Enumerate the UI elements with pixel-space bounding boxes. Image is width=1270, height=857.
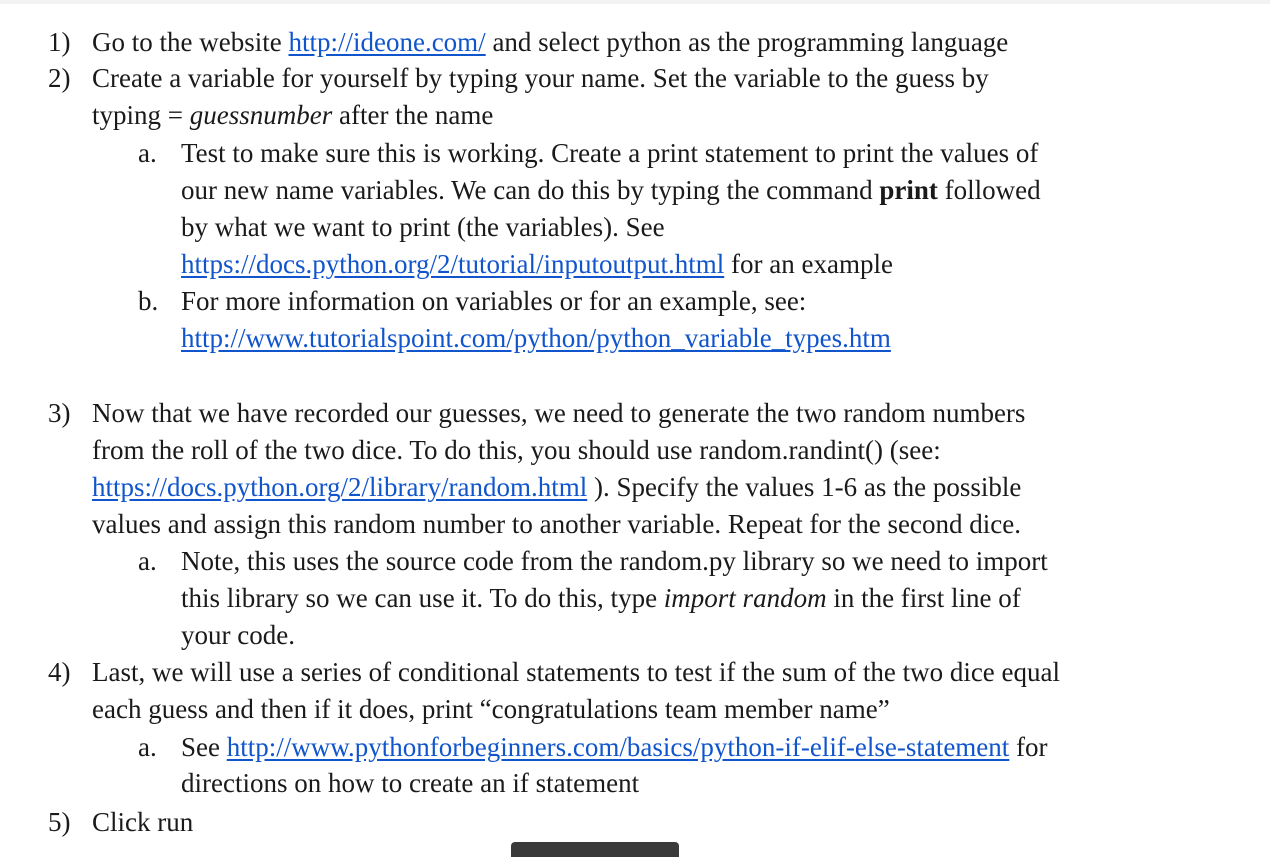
step-4-number: 4) xyxy=(48,657,71,687)
step-1-number: 1) xyxy=(48,27,71,57)
step-2a-marker: a. xyxy=(138,138,157,168)
step-4a-line-1: See http://www.pythonforbeginners.com/basics/python-if-elif-else-statement for xyxy=(181,732,1048,762)
tutorialspoint-link[interactable]: http://www.tutorialspoint.com/python/python_variable_types.htm xyxy=(181,323,891,353)
step-4a-marker: a. xyxy=(138,732,157,762)
step-2a-line-1: Test to make sure this is working. Create a print statement to print the values of xyxy=(181,138,1039,168)
ideone-link[interactable]: http://ideone.com/ xyxy=(288,27,486,57)
step-3a-line-2: this library so we can use it. To do this, type import random in the first line of xyxy=(181,583,1021,613)
step-3-line-3: https://docs.python.org/2/library/random.html ). Specify the values 1-6 as the possible xyxy=(92,472,1022,502)
step-4a-line-2: directions on how to create an if statement xyxy=(181,768,640,798)
print-keyword: print xyxy=(879,175,938,205)
guessnumber-emphasis: guessnumber xyxy=(189,100,333,130)
step-4-line-2: each guess and then if it does, print “congratulations team member name” xyxy=(92,694,890,724)
step-2-line-2: typing = guessnumber after the name xyxy=(92,100,494,130)
step-1-text: Go to the website http://ideone.com/ and select python as the programming language xyxy=(92,27,1009,57)
step-2b-marker: b. xyxy=(138,286,159,316)
step-3-line-2: from the roll of the two dice. To do this, you should use random.randint() (see: xyxy=(92,435,941,465)
step-2-line-1: Create a variable for yourself by typing your name. Set the variable to the guess by xyxy=(92,63,989,93)
step-2a-line-4: https://docs.python.org/2/tutorial/inputoutput.html for an example xyxy=(181,249,893,279)
step-3-number: 3) xyxy=(48,398,71,428)
python-inputoutput-link[interactable]: https://docs.python.org/2/tutorial/inputoutput.html xyxy=(181,249,725,279)
step-2a-line-2: our new name variables. We can do this by typing the command print followed xyxy=(181,175,1041,205)
step-3-line-1: Now that we have recorded our guesses, we need to generate the two random numbers xyxy=(92,398,1026,428)
step-4-line-1: Last, we will use a series of conditional statements to test if the sum of the two dice equal xyxy=(92,657,1061,687)
pythonforbeginners-link[interactable]: http://www.pythonforbeginners.com/basics/python-if-elif-else-statement xyxy=(226,732,1010,762)
step-3a-marker: a. xyxy=(138,546,157,576)
top-divider xyxy=(0,0,1270,4)
step-2b-line-2 xyxy=(181,322,891,354)
step-5-number: 5) xyxy=(48,807,71,837)
step-2-number: 2) xyxy=(48,63,71,93)
python-random-link[interactable]: https://docs.python.org/2/library/random.html xyxy=(92,472,588,502)
step-3-line-4: values and assign this random number to another variable. Repeat for the second dice. xyxy=(92,509,1021,539)
import-random-emphasis: import random xyxy=(663,583,827,613)
bottom-toolbar-tab[interactable] xyxy=(511,842,679,857)
step-2b-line-1: For more information on variables or for an example, see: xyxy=(181,286,807,316)
step-5-text: Click run xyxy=(92,807,194,837)
step-3a-line-1: Note, this uses the source code from the random.py library so we need to import xyxy=(181,546,1048,576)
step-3a-line-3: your code. xyxy=(181,620,295,650)
step-2a-line-3: by what we want to print (the variables). See xyxy=(181,212,665,242)
